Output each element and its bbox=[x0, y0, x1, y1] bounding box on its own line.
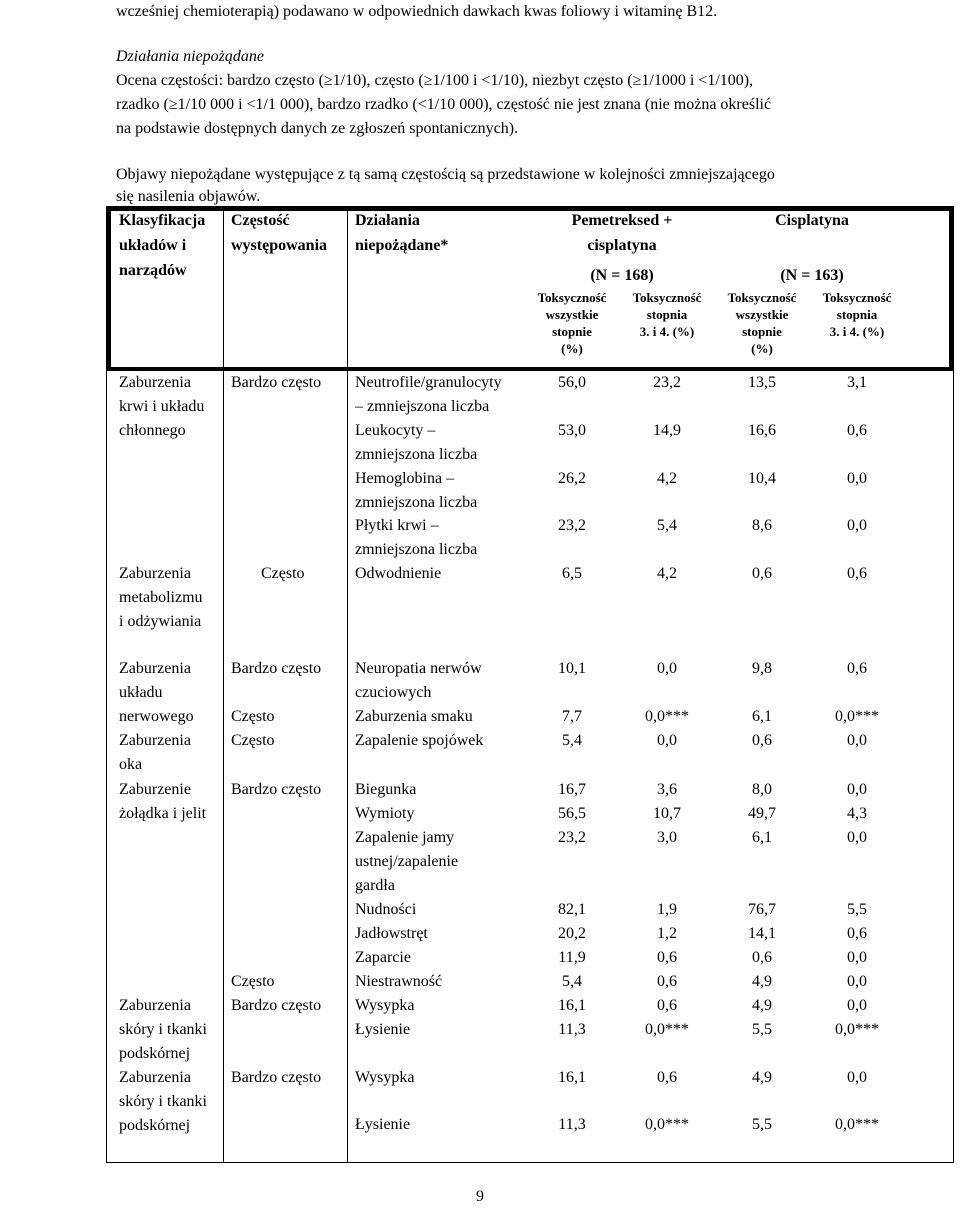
header-soc: układów i bbox=[119, 237, 187, 254]
value-cell: 11,3 bbox=[558, 1116, 586, 1133]
value-cell: 6,1 bbox=[752, 829, 772, 846]
adverse-event-cell: zmniejszona liczba bbox=[355, 541, 478, 558]
frequency-paragraph-line: na podstawie dostępnych danych ze zgłoszeń spontanicznych). bbox=[116, 120, 519, 137]
value-cell: 9,8 bbox=[752, 660, 772, 677]
soc-cell: Zaburzenie bbox=[119, 781, 191, 798]
adverse-event-cell: Odwodnienie bbox=[355, 565, 442, 582]
value-cell: 14,1 bbox=[748, 925, 776, 942]
frequency-cell: Często bbox=[261, 565, 305, 582]
value-cell: 53,0 bbox=[558, 422, 586, 439]
value-cell: 5,4 bbox=[562, 973, 582, 990]
value-cell: 16,1 bbox=[558, 1069, 586, 1086]
value-cell: 0,0 bbox=[847, 781, 867, 798]
column-divider bbox=[223, 207, 224, 1162]
adverse-event-cell: Neuropatia nerwów bbox=[355, 660, 482, 677]
value-cell: 0,6 bbox=[847, 660, 867, 677]
value-cell: 0,0*** bbox=[645, 1116, 689, 1133]
value-cell: 0,6 bbox=[752, 949, 772, 966]
adverse-event-cell: Zaburzenia smaku bbox=[355, 708, 473, 725]
value-cell: 26,2 bbox=[558, 470, 586, 487]
value-cell: 5,4 bbox=[657, 517, 677, 534]
value-cell: 0,0 bbox=[657, 660, 677, 677]
soc-cell: Zaburzenia bbox=[119, 732, 191, 749]
value-cell: 0,6 bbox=[657, 973, 677, 990]
header-pemetrexed-cisplatin: Pemetreksed + bbox=[571, 212, 673, 229]
value-cell: 0,6 bbox=[657, 1069, 677, 1086]
value-cell: 4,2 bbox=[657, 565, 677, 582]
soc-cell: podskórnej bbox=[119, 1117, 191, 1134]
header-adverse-events: niepożądane* bbox=[355, 237, 449, 254]
value-cell: 14,9 bbox=[653, 422, 681, 439]
value-cell: 3,1 bbox=[847, 374, 867, 391]
soc-cell: Zaburzenia bbox=[119, 660, 191, 677]
soc-cell: i odżywiania bbox=[119, 613, 202, 630]
frequency-cell: Bardzo często bbox=[231, 660, 322, 677]
value-cell: 0,0*** bbox=[835, 708, 879, 725]
value-cell: 0,6 bbox=[847, 565, 867, 582]
adverse-event-cell: ustnej/zapalenie bbox=[355, 853, 459, 870]
value-cell: 6,5 bbox=[562, 565, 582, 582]
value-cell: 10,7 bbox=[653, 805, 681, 822]
soc-cell: metabolizmu bbox=[119, 589, 203, 606]
frequency-paragraph-line: Ocena częstości: bardzo często (≥1/10), często (≥1/100 i <1/10), niezbyt często (≥1/1000 i <1/100), bbox=[116, 72, 754, 89]
value-cell: 16,7 bbox=[558, 781, 586, 798]
header-adverse-events: Działania bbox=[355, 212, 420, 229]
value-cell: 56,5 bbox=[558, 805, 586, 822]
subheader-grade-3-4: Toksyczność stopnia 3. i 4. (%) bbox=[822, 290, 892, 339]
header-frequency: występowania bbox=[231, 237, 328, 254]
frequency-cell: Często bbox=[231, 732, 275, 749]
value-cell: 5,5 bbox=[847, 901, 867, 918]
value-cell: 10,1 bbox=[558, 660, 586, 677]
header-pemetrexed-cisplatin: cisplatyna bbox=[587, 237, 657, 254]
value-cell: 20,2 bbox=[558, 925, 586, 942]
soc-cell: podskórnej bbox=[119, 1045, 191, 1062]
value-cell: 16,1 bbox=[558, 997, 586, 1014]
value-cell: 6,1 bbox=[752, 708, 772, 725]
adverse-event-cell: gardła bbox=[355, 877, 395, 894]
frequency-paragraph-line: rzadko (≥1/10 000 i <1/1 000), bardzo rzadko (<1/10 000), częstość nie jest znana (nie można określić bbox=[116, 96, 772, 113]
adverse-event-cell: Niestrawność bbox=[355, 973, 443, 990]
soc-cell: Zaburzenia bbox=[119, 374, 191, 391]
value-cell: 56,0 bbox=[558, 374, 586, 391]
value-cell: 0,0*** bbox=[835, 1116, 879, 1133]
value-cell: 0,0 bbox=[847, 949, 867, 966]
adverse-event-cell: Wysypka bbox=[355, 1069, 415, 1086]
adverse-event-cell: zmniejszona liczba bbox=[355, 446, 478, 463]
value-cell: 8,0 bbox=[752, 781, 772, 798]
value-cell: 11,3 bbox=[558, 1021, 586, 1038]
page-number: 9 bbox=[476, 1188, 484, 1205]
value-cell: 23,2 bbox=[558, 517, 586, 534]
soc-cell: Zaburzenia bbox=[119, 1069, 191, 1086]
column-divider bbox=[347, 207, 348, 1162]
value-cell: 5,5 bbox=[752, 1116, 772, 1133]
frequency-cell: Często bbox=[231, 708, 275, 725]
value-cell: 0,6 bbox=[752, 565, 772, 582]
value-cell: 0,0 bbox=[847, 997, 867, 1014]
soc-cell: skóry i tkanki bbox=[119, 1021, 207, 1038]
value-cell: 0,0*** bbox=[835, 1021, 879, 1038]
value-cell: 4,9 bbox=[752, 997, 772, 1014]
value-cell: 0,6 bbox=[657, 949, 677, 966]
value-cell: 76,7 bbox=[748, 901, 776, 918]
value-cell: 0,0 bbox=[847, 732, 867, 749]
adverse-event-cell: Zapalenie jamy bbox=[355, 829, 455, 846]
adverse-event-cell: Hemoglobina – bbox=[355, 470, 455, 487]
frequency-cell: Bardzo często bbox=[231, 374, 322, 391]
value-cell: 4,9 bbox=[752, 1069, 772, 1086]
value-cell: 49,7 bbox=[748, 805, 776, 822]
value-cell: 4,3 bbox=[847, 805, 867, 822]
soc-cell: oka bbox=[119, 756, 143, 773]
adverse-event-cell: czuciowych bbox=[355, 684, 432, 701]
soc-cell: Zaburzenia bbox=[119, 565, 191, 582]
order-paragraph-line: się nasilenia objawów. bbox=[116, 188, 261, 205]
adverse-event-cell: Neutrofile/granulocyty bbox=[355, 374, 502, 391]
adverse-event-cell: Jadłowstręt bbox=[355, 925, 428, 942]
value-cell: 0,0*** bbox=[645, 1021, 689, 1038]
adverse-event-cell: Zapalenie spojówek bbox=[355, 732, 484, 749]
value-cell: 13,5 bbox=[748, 374, 776, 391]
value-cell: 4,2 bbox=[657, 470, 677, 487]
subheader-grade-3-4: Toksyczność stopnia 3. i 4. (%) bbox=[632, 290, 702, 339]
value-cell: 23,2 bbox=[653, 374, 681, 391]
soc-cell: układu bbox=[119, 684, 163, 701]
adverse-event-cell: Biegunka bbox=[355, 781, 417, 798]
header-cis-n: (N = 163) bbox=[780, 267, 844, 284]
frequency-cell: Bardzo często bbox=[231, 781, 322, 798]
value-cell: 1,2 bbox=[657, 925, 677, 942]
value-cell: 8,6 bbox=[752, 517, 772, 534]
value-cell: 7,7 bbox=[562, 708, 582, 725]
adverse-event-cell: Łysienie bbox=[355, 1021, 411, 1038]
value-cell: 5,5 bbox=[752, 1021, 772, 1038]
value-cell: 0,0 bbox=[847, 470, 867, 487]
adverse-event-cell: Płytki krwi – bbox=[355, 517, 439, 534]
value-cell: 0,0 bbox=[847, 973, 867, 990]
adverse-event-cell: Łysienie bbox=[355, 1116, 411, 1133]
value-cell: 0,0 bbox=[847, 1069, 867, 1086]
frequency-cell: Bardzo często bbox=[231, 997, 322, 1014]
soc-cell: nerwowego bbox=[119, 708, 194, 725]
frequency-cell: Często bbox=[231, 973, 275, 990]
header-cisplatin: Cisplatyna bbox=[775, 212, 849, 229]
section-heading: Działania niepożądane bbox=[116, 48, 264, 65]
value-cell: 23,2 bbox=[558, 829, 586, 846]
subheader-all-grades: Toksyczność wszystkie stopnie (%) bbox=[727, 290, 797, 356]
value-cell: 0,6 bbox=[847, 925, 867, 942]
value-cell: 4,9 bbox=[752, 973, 772, 990]
soc-cell: żołądka i jelit bbox=[119, 805, 207, 822]
value-cell: 0,6 bbox=[847, 422, 867, 439]
header-soc: narządów bbox=[119, 262, 187, 279]
value-cell: 82,1 bbox=[558, 901, 586, 918]
adverse-event-cell: Nudności bbox=[355, 901, 417, 918]
value-cell: 1,9 bbox=[657, 901, 677, 918]
value-cell: 3,0 bbox=[657, 829, 677, 846]
soc-cell: Zaburzenia bbox=[119, 997, 191, 1014]
soc-cell: krwi i układu bbox=[119, 398, 205, 415]
adverse-events-table bbox=[106, 206, 954, 1163]
frequency-cell: Bardzo często bbox=[231, 1069, 322, 1086]
value-cell: 16,6 bbox=[748, 422, 776, 439]
header-pem-n: (N = 168) bbox=[590, 267, 654, 284]
value-cell: 0,0 bbox=[847, 829, 867, 846]
adverse-event-cell: Wymioty bbox=[355, 805, 415, 822]
soc-cell: skóry i tkanki bbox=[119, 1093, 207, 1110]
value-cell: 10,4 bbox=[748, 470, 776, 487]
adverse-event-cell: Zaparcie bbox=[355, 949, 411, 966]
header-soc: Klasyfikacja bbox=[119, 212, 206, 229]
adverse-event-cell: Leukocyty – bbox=[355, 422, 436, 439]
soc-cell: chłonnego bbox=[119, 422, 186, 439]
value-cell: 0,0 bbox=[657, 732, 677, 749]
adverse-event-cell: Wysypka bbox=[355, 997, 415, 1014]
order-paragraph-line: Objawy niepożądane występujące z tą samą częstością są przedstawione w kolejności zmniejszającego bbox=[116, 166, 775, 183]
header-frequency: Częstość bbox=[231, 212, 290, 229]
value-cell: 0,0*** bbox=[645, 708, 689, 725]
value-cell: 3,6 bbox=[657, 781, 677, 798]
value-cell: 0,6 bbox=[752, 732, 772, 749]
top-text-line: wcześniej chemioterapią) podawano w odpowiednich dawkach kwas foliowy i witaminę B12. bbox=[116, 3, 718, 20]
value-cell: 0,6 bbox=[657, 997, 677, 1014]
value-cell: 0,0 bbox=[847, 517, 867, 534]
adverse-event-cell: – zmniejszona liczba bbox=[355, 398, 490, 415]
adverse-event-cell: zmniejszona liczba bbox=[355, 494, 478, 511]
subheader-all-grades: Toksyczność wszystkie stopnie (%) bbox=[537, 290, 607, 356]
value-cell: 11,9 bbox=[558, 949, 586, 966]
value-cell: 5,4 bbox=[562, 732, 582, 749]
